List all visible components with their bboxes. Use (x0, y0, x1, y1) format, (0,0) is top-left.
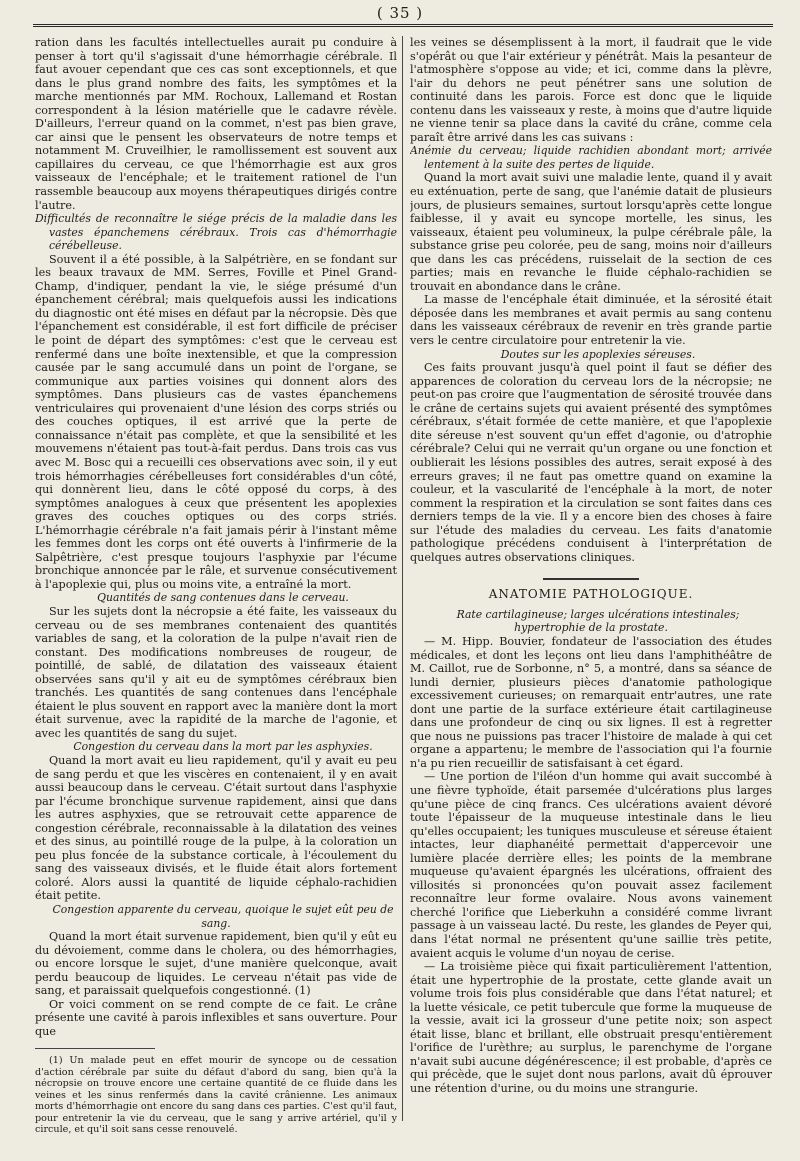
right-column (410, 36, 772, 1126)
footnote-rule (35, 1048, 155, 1049)
section-title: ANATOMIE PATHOLOGIQUE. (488, 587, 694, 602)
column-divider (402, 36, 403, 1121)
paragraph: Or voici comment on se rend compte de ce fait. Le crâne présente une cavité à parois inflexibles et sans ouverture. Pour que (35, 997, 397, 1038)
paragraph: — Une portion de l'iléon d'un homme qui avait succombé à une fièvre typhoïde, était parsemée d'ulcérations plus larges qu'une pièce de cinq francs. Ces ulcérations avaient dévoré toute l'épaisseur de la muqueuse intestinale dans le lieu qu'elles occupaient; les tuniques musculeuse et séreuse étaient intactes, leur diaphanéité permettait d'appercevoir une lumière placée derrière elles; les points de la membrane muqueuse qu'avaient épargnés les ulcérations, offraient des villosités si prononcées qu'on pouvait assez facilement reconnaître leur forme ovalaire. Nous avons vainement cherché l'orifice que Lieberkuhn a considéré comme livrant passage à un vaisseau lacté. Du reste, les glandes de Peyer qui, dans l'état normal ne présentent qu'une saillie très petite, avaient acquis le volume d'un noyau de cerise. (410, 770, 772, 960)
footnote: (1) Un malade peut en effet mourir de syncope ou de cessation d'action cérébrale par suite du défaut d'abord du sang, bien qu'à la nécropsie on trouve encore une certaine quantité de ce fluide dans les veines et les sinus renfermés dans la cavité crânienne. Les animaux morts d'hémorrhagie ont encore du sang dans ces parties. C'est qu'il faut, pour entretenir la vie du cerveau, que le sang y arrive artériel, qu'il y circule, et qu'il soit sans cesse renouvelé. (35, 1055, 397, 1135)
left-column (35, 36, 397, 1156)
section-heading: Anémie du cerveau; liquide rachidien abondant mort; arrivée lentement à la suite des pertes de liquide. (410, 144, 772, 171)
paragraph: les veines se désemplissent à la mort, il faudrait que le vide s'opérât ou que l'air extérieur y pénétrât. Mais la pesanteur de l'atmosphère s'oppose au vide; et ici, comme dans la plèvre, l'air du dehors ne peut pénétrer sans une solution de continuité dans les parois. Force est donc que le liquide contenu dans les vaisseaux y reste, à moins que d'autre liquide ne vienne tenir sa place dans la cavité du crâne, comme cela paraît être arrivé dans les cas suivans : (410, 36, 772, 144)
paragraph: — M. Hipp. Bouvier, fondateur de l'association des études médicales, et dont les leçons ont lieu dans l'amphithéâtre de M. Caillot, rue de Sorbonne, n° 5, a montré, dans sa séance de lundi dernier, plusieurs pièces d'anatomie pathologique excessivement curieuses; on remarquait entr'autres, une rate dont une partie de la surface extérieure était cartilagineuse dans une profondeur de cinq ou six lignes. Il est à regretter que nous ne puissions pas tracer l'histoire de malade à qui cet organe a appartenu; le membre de l'association qui l'a fournie n'a pu rien recueillir de satisfaisant à cet égard. (410, 634, 772, 770)
paragraph: ration dans les facultés intellectuelles aurait pu conduire à penser à tort qu'il s'agissait d'une hémorrhagie cérébrale. Il faut avouer cependant que ces cas sont exceptionnels, et que dans le plus grand nombre des faits, les symptômes et la marche mentionnés par MM. Rochoux, Lallemand et Rostan correspondent à la lésion matérielle que le cadavre révèle. D'ailleurs, l'erreur quand on la commet, n'est pas bien grave, car ainsi que le pensent les observateurs de notre temps et notamment M. Cruveilhier, le ramollissement est souvent aux capillaires du cerveau, ce que l'hémorrhagie est aux gros vaisseaux de l'encéphale; et le traitement rationel de l'un rassemble beaucoup aux moyens thérapeutiques dirigés contre l'autre. (35, 36, 397, 212)
paragraph: Ces faits prouvant jusqu'à quel point il faut se défier des apparences de coloration du cerveau lors de la nécropsie; ne peut-on pas croire que l'augmentation de sérosité trouvée dans le crâne de certains sujets qui avaient présenté des symptômes cérébraux, s'était formée de cette manière, et que l'apoplexie dite séreuse n'est souvent qu'un effet d'agonie, ou d'atrophie cérébrale? Celui qui ne verrait qu'un organe ou une fonction et oublierait les lésions possibles des autres, serait exposé à des erreurs graves; il ne faut pas omettre quand on examine la couleur, et la vascularité de l'encéphale à la mort, de noter comment la respiration et la circulation se sont faites dans ces derniers temps de la vie. Il y a encore bien des choses à faire sur l'étude des maladies du cerveau. Les faits d'anatomie pathologique précédens conduisent à l'interprétation de quelques autres observations cliniques. (410, 361, 772, 564)
section-rule (543, 578, 639, 580)
section-heading: Quantités de sang contenues dans le cerveau. (97, 591, 349, 605)
page-number: ( 35 ) (376, 4, 424, 22)
paragraph: Souvent il a été possible, à la Salpétrière, en se fondant sur les beaux travaux de MM. Serres, Foville et Pinel Grand-Champ, d'indiquer, pendant la vie, le siége présumé d'un épanchement cérébral; mais quelquefois aussi les indications du diagnostic ont été mises en défaut par la nécropsie. Dès que l'épanchement est considérable, il est fort difficile de préciser le point de départ des symptômes: c'est que le cerveau est renfermé dans une boîte inextensible, et que la compression causée par le sang accumulé dans un point de l'organe, se communique aux parties voisines qui donnent alors des symptômes. Dans plusieurs cas de vastes épanchemens ventriculaires qui provenaient d'une lésion des corps striés ou des couches optiques, il est arrivé que la perte de connaissance n'était pas complète, et que la sensibilité et les mouvemens n'étaient pas tout-à-fait perdus. Dans trois cas vus avec M. Bosc qui a recueilli ces observations avec soin, il y eut trois hémorrhagies cérébelleuses fort considérables d'un côté, qui donnèrent lieu, dans le côté opposé du corps, à des symptômes analogues à ceux que présentent les apoplexies graves des couches optiques ou des corps striés. L'hémorrhagie cérébrale n'a fait jamais périr à l'instant même les femmes dont les corps ont été ouverts à l'infirmerie de la Salpêtrière, c'est presque toujours l'asphyxie par l'écume bronchique annoncée par le râle, et survenue consécutivement à l'apoplexie qui, plus ou moins vite, a entraîné la mort. (35, 252, 397, 591)
section-heading: Difficultés de reconnaître le siége précis de la maladie dans les vastes épanchemens cérébraux. Trois cas d'hémorrhagie cérébelleuse. (35, 212, 397, 253)
section-heading: Doutes sur les apoplexies séreuses. (500, 347, 696, 361)
header-rule (33, 24, 773, 27)
paragraph: Quand la mort avait suivi une maladie lente, quand il y avait eu exténuation, perte de sang, que l'anémie datait de plusieurs jours, de plusieurs semaines, surtout lorsqu'après cette longue faiblesse, il y avait eu syncope mortelle, les sinus, les vaisseaux, étaient peu volumineux, la pulpe cérébrale pâle, la substance grise peu colorée, peu de sang, moins noir d'ailleurs que dans les cas précédens, ruisselait de la section de ces parties; mais en revanche le fluide céphalo-rachidien se trouvait en abondance dans le crâne. (410, 171, 772, 293)
paragraph: — La troisième pièce qui fixait particulièrement l'attention, était une hypertrophie de la prostate, cette glande avait un volume trois fois plus considérable que dans l'état naturel; et la luette vésicale, ce petit tubercule que forme la muqueuse de la vessie, avait ici la grosseur d'une petite noix; son aspect était lisse, blanc et brillant, elle obstruait presqu'entièrement l'orifice de l'urèthre; au surplus, le parenchyme de l'organe n'avait subi aucune dégénérescence; il est probable, d'après ce qui précède, que le sujet dont nous parlons, avait dû éprouver une rétention d'urine, ou du moins une strangurie. (410, 960, 772, 1096)
paragraph: Quand la mort avait eu lieu rapidement, qu'il y avait eu peu de sang perdu et que les viscères en contenaient, il y en avait aussi beaucoup dans le cerveau. C'était surtout dans l'asphyxie par l'écume bronchique survenue rapidement, ainsi que dans les autres asphyxies, que se retrouvait cette apparence de congestion cérébrale, reconnaissable à la dilatation des veines et des sinus, au pointillé rouge de la pulpe, à la coloration un peu plus foncée de la substance corticale, à l'écoulement du sang des vaisseaux divisés, et le fluide était alors fortement coloré. Alors aussi la quantité de liquide céphalo-rachidien était petite. (35, 753, 397, 903)
section-heading: Congestion du cerveau dans la mort par les asphyxies. (73, 740, 373, 754)
section-heading: Congestion apparente du cerveau, quoique le sujet eût peu de sang. (52, 903, 394, 930)
paragraph: Sur les sujets dont la nécropsie a été faite, les vaisseaux du cerveau ou de ses membranes contenaient des quantités variables de sang, et la coloration de la pulpe n'avait rien de constant. Des modifications nombreuses de rougeur, de pointillé, de sablé, de dilatation des vaisseaux étaient observées sans qu'il y ait eu de symptômes cérébraux bien tranchés. Les quantités de sang contenues dans l'encéphale étaient le plus souvent en rapport avec la manière dont la mort était survenue, avec la rapidité de la marche de l'agonie, et avec les quantités de sang du sujet. (35, 604, 397, 740)
paragraph: Quand la mort était survenue rapidement, bien qu'il y eût eu du dévoiement, comme dans le cholera, ou des hémorrhagies, ou encore lorsque le sujet, d'une manière quelconque, avait perdu beaucoup de liquides. Le cerveau n'était pas vide de sang, et paraissait quelquefois congestionné. (1) (35, 930, 397, 998)
paragraph: La masse de l'encéphale était diminuée, et la sérosité était déposée dans les membranes et avait permis au sang contenu dans les vaisseaux cérébraux de revenir en très grande partie vers le centre circulatoire pour entretenir la vie. (410, 293, 772, 348)
section-heading: Rate cartilagineuse; larges ulcérations intestinales; hypertrophie de la prostate. (456, 607, 740, 635)
